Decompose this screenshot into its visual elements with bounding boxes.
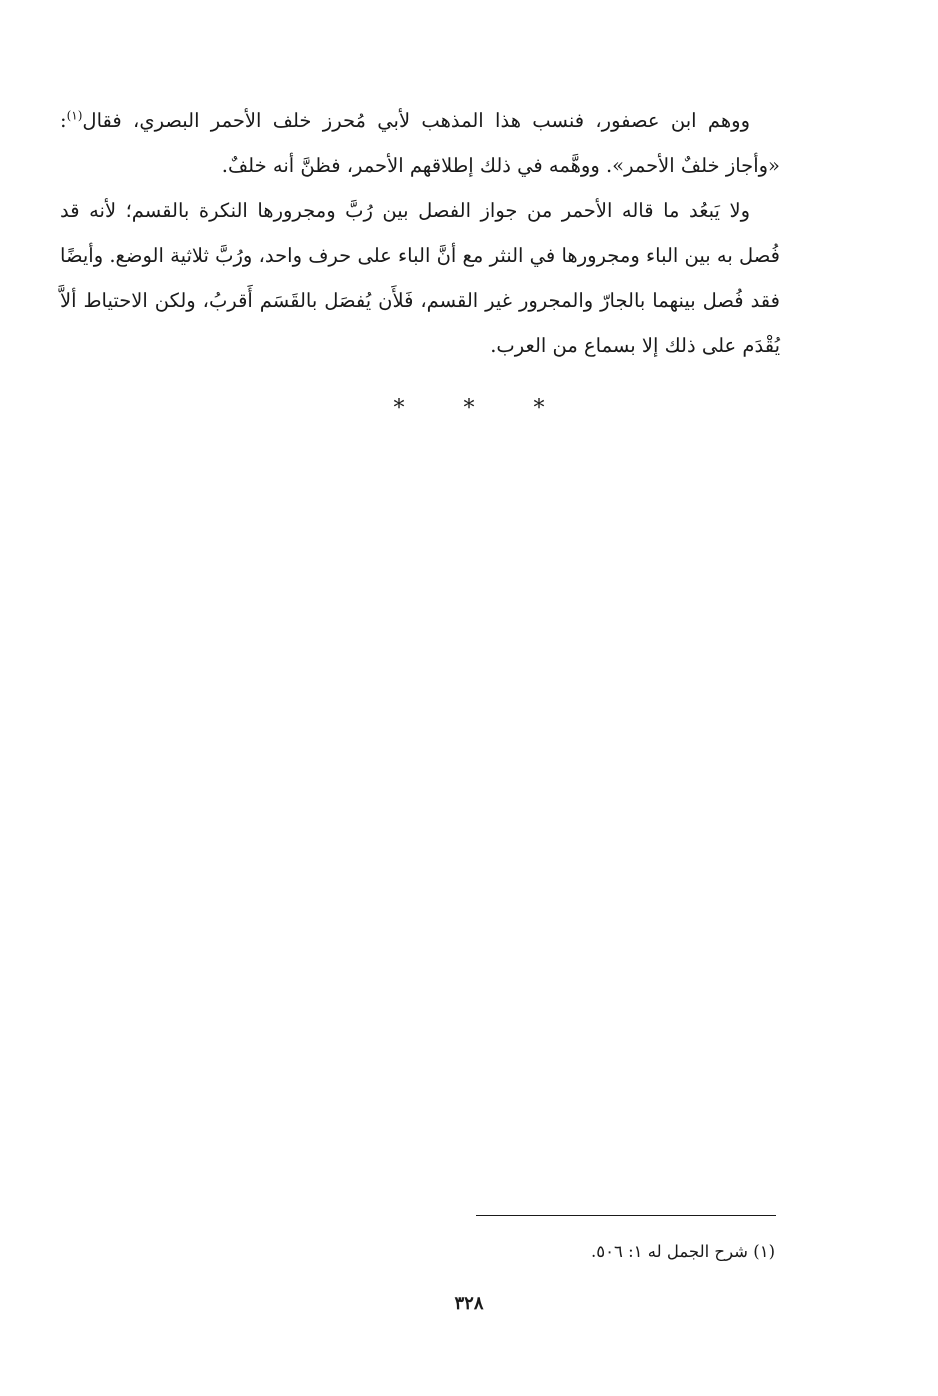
main-text — [60, 98, 780, 368]
page-number: ٣٢٨ — [454, 1293, 484, 1314]
paragraph-1-text-a: ووهم ابن عصفور، فنسب هذا المذهب لأبي مُحرز خلف الأحمر البصري، فقال — [82, 109, 750, 132]
paragraph-1 — [60, 98, 780, 188]
paragraph-1-text-b: : «وأجاز خلفٌ الأحمر». ووهَّمه في ذلك إطلاقهم الأحمر، فظنَّ أنه خلفٌ. — [60, 109, 780, 177]
footnote: (١) شرح الجمل له ١: ٥٠٦. — [590, 1242, 775, 1261]
section-separator: * * * — [393, 396, 571, 421]
footnote-reference[interactable]: (١) — [66, 108, 83, 123]
paragraph-2: ولا يَبعُد ما قاله الأحمر من جواز الفصل بين رُبَّ ومجرورها النكرة بالقسم؛ لأنه قد فُصل به بين الباء ومجرورها في النثر مع أنَّ الباء على حرف واحد، ورُبَّ ثلاثية الوضع. وأيضًا فقد فُصل بينهما بالجارّ والمجرور غير القسم، فَلأَن يُفصَل بالقَسَم أَقربُ، ولكن الاحتياط ألاَّ يُقْدَم على ذلك إلا بسماع من العرب. — [60, 199, 780, 357]
footnote-divider — [476, 1215, 776, 1216]
